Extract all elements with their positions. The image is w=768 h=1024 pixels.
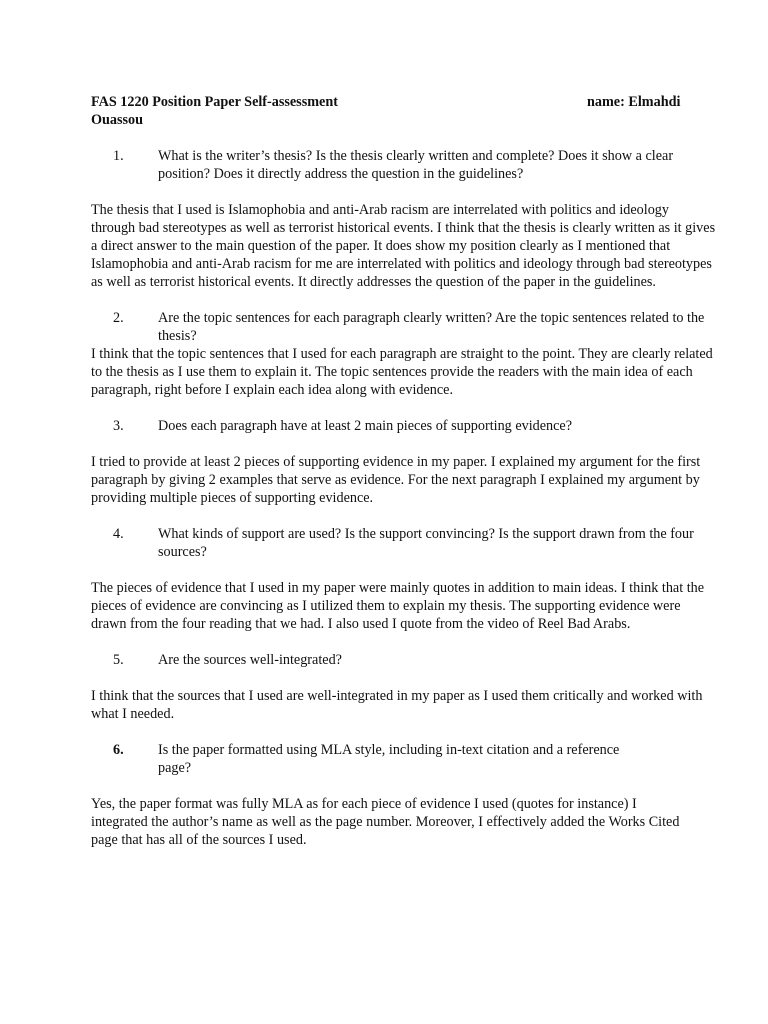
question-text: Is the paper formatted using MLA style, including in-text citation and a reference page? — [158, 742, 620, 776]
question-text: What kinds of support are used? Is the support convincing? Is the support drawn from the four sources? — [158, 526, 694, 560]
question-3 — [91, 417, 716, 435]
answer-1: The thesis that I used is Islamophobia and anti-Arab racism are interrelated with politics and ideology through bad stereotypes as well as terrorist historical events. I think that the thesis is clearly written as it gives a direct answer to the main question of the paper. It does show my position clearly as I mentioned that Islamophobia and anti-Arab racism for me are interrelated with politics and ideology through bad stereotypes as well as terrorist historical events. It directly addresses the question of the paper in the guidelines. — [91, 202, 716, 290]
question-text: Are the topic sentences for each paragraph clearly written? Are the topic sentences related to the thesis? — [158, 310, 705, 344]
question-number: 6. — [113, 742, 124, 758]
question-1 — [91, 147, 716, 183]
document-title: FAS 1220 Position Paper Self-assessment — [91, 94, 338, 110]
question-number: 4. — [113, 526, 124, 542]
document-header — [91, 93, 716, 129]
question-6 — [91, 741, 716, 777]
question-number: 5. — [113, 652, 124, 668]
answer-5: I think that the sources that I used are well-integrated in my paper as I used them critically and worked with what I needed. — [91, 688, 703, 722]
question-number: 1. — [113, 148, 124, 164]
question-number: 3. — [113, 418, 124, 434]
answer-2: I think that the topic sentences that I used for each paragraph are straight to the point. They are clearly related to the thesis as I use them to explain it. The topic sentences provide the readers with the main idea of each paragraph, right before I explain each idea along with evidence. — [91, 346, 713, 398]
question-text: Are the sources well-integrated? — [158, 652, 342, 668]
question-text: Does each paragraph have at least 2 main pieces of supporting evidence? — [158, 418, 573, 434]
author-name-label: name: Elmahdi — [587, 94, 681, 110]
answer-3: I tried to provide at least 2 pieces of supporting evidence in my paper. I explained my argument for the first paragraph by giving 2 examples that serve as evidence. For the next paragraph I explained my argument by providing multiple pieces of supporting evidence. — [91, 454, 701, 506]
answer-4: The pieces of evidence that I used in my paper were mainly quotes in addition to main ideas. I think that the pieces of evidence are convincing as I utilized them to explain my thesis. The supporting evidence were drawn from the four reading that we had. I also used I quote from the video of Reel Bad Arabs. — [91, 580, 705, 632]
answer-6: Yes, the paper format was fully MLA as for each piece of evidence I used (quotes for instance) I integrated the author’s name as well as the page number. Moreover, I effectively added the Works Cited page that has all of the sources I used. — [91, 796, 680, 848]
question-5 — [91, 651, 716, 669]
author-name-continuation: Ouassou — [91, 112, 144, 128]
question-4 — [91, 525, 716, 561]
question-2 — [91, 309, 716, 345]
question-number: 2. — [113, 310, 124, 326]
question-text: What is the writer’s thesis? Is the thesis clearly written and complete? Does it show a clear position? Does it directly address the question in the guidelines? — [158, 148, 674, 182]
